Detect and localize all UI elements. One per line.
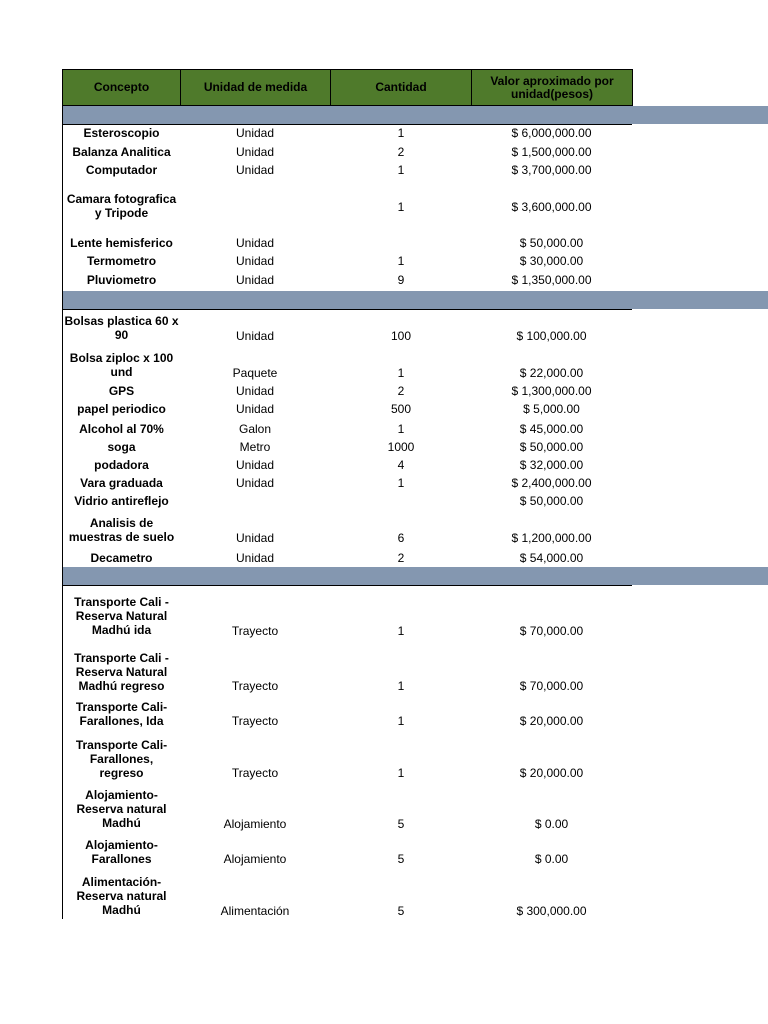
cell-concepto[interactable]: Transporte Cali - Reserva Natural Madhú ida [74, 595, 169, 637]
cell-concepto[interactable]: Alojamiento- Reserva natural Madhú [76, 788, 167, 830]
cell-unidad[interactable]: Trayecto [231, 679, 279, 693]
cell-cantidad[interactable]: 100 [390, 329, 412, 343]
section-band-2 [63, 291, 768, 309]
header-unidad[interactable]: Unidad de medida [180, 69, 331, 106]
cell-valor[interactable]: $ 300,000.00 [516, 904, 587, 918]
cell-concepto[interactable]: Vara graduada [80, 476, 163, 490]
cell-concepto[interactable]: Alojamiento- Farallones [85, 838, 158, 866]
cell-valor[interactable]: $ 3,700,000.00 [511, 163, 592, 177]
cell-unidad[interactable]: Trayecto [231, 766, 279, 780]
cell-cantidad[interactable]: 5 [397, 817, 405, 831]
section-band-line-2 [63, 309, 632, 310]
cell-unidad[interactable]: Paquete [232, 366, 278, 380]
cell-concepto[interactable]: Alimentación- Reserva natural Madhú [76, 875, 167, 917]
cell-cantidad[interactable]: 6 [397, 531, 405, 545]
cell-unidad[interactable]: Unidad [235, 236, 275, 250]
cell-concepto[interactable]: Balanza Analitica [72, 145, 171, 159]
cell-valor[interactable]: $ 6,000,000.00 [511, 126, 592, 140]
cell-unidad[interactable]: Unidad [235, 458, 275, 472]
cell-unidad[interactable]: Alojamiento [223, 852, 287, 866]
cell-unidad[interactable]: Trayecto [231, 624, 279, 638]
cell-cantidad[interactable]: 2 [397, 384, 405, 398]
cell-valor[interactable]: $ 100,000.00 [516, 329, 587, 343]
cell-concepto[interactable]: Transporte Cali - Reserva Natural Madhú regreso [74, 651, 169, 693]
cell-valor[interactable]: $ 20,000.00 [519, 714, 584, 728]
cell-cantidad[interactable]: 500 [390, 402, 412, 416]
cell-concepto[interactable]: Analisis de muestras de suelo [68, 516, 175, 544]
cell-concepto[interactable]: Decametro [90, 551, 153, 565]
cell-cantidad[interactable]: 1 [397, 200, 405, 214]
cell-concepto[interactable]: Bolsas plastica 60 x 90 [64, 314, 179, 342]
cell-unidad[interactable]: Unidad [235, 145, 275, 159]
cell-cantidad[interactable]: 1 [397, 476, 405, 490]
cell-concepto[interactable]: Lente hemisferico [70, 236, 173, 250]
cell-concepto[interactable]: Alcohol al 70% [79, 422, 164, 436]
cell-concepto[interactable]: soga [107, 440, 136, 454]
cell-valor[interactable]: $ 50,000.00 [519, 440, 584, 454]
cell-valor[interactable]: $ 45,000.00 [519, 422, 584, 436]
cell-unidad[interactable]: Unidad [235, 402, 275, 416]
cell-unidad[interactable]: Unidad [235, 273, 275, 287]
header-concepto[interactable]: Concepto [62, 69, 181, 106]
header-valor[interactable]: Valor aproximado por unidad(pesos) [471, 69, 633, 106]
cell-unidad[interactable]: Unidad [235, 384, 275, 398]
section-band-1 [63, 106, 768, 124]
cell-unidad[interactable]: Unidad [235, 163, 275, 177]
cell-valor[interactable]: $ 20,000.00 [519, 766, 584, 780]
cell-unidad[interactable]: Unidad [235, 551, 275, 565]
cell-concepto[interactable]: Esteroscopio [83, 126, 160, 140]
cell-concepto[interactable]: podadora [94, 458, 149, 472]
cell-valor[interactable]: $ 5,000.00 [523, 402, 580, 416]
cell-concepto[interactable]: Bolsa ziploc x 100 und [69, 351, 174, 379]
cell-valor[interactable]: $ 32,000.00 [519, 458, 584, 472]
cell-unidad[interactable]: Unidad [235, 531, 275, 545]
header-cantidad[interactable]: Cantidad [330, 69, 472, 106]
cell-cantidad[interactable]: 1 [397, 624, 405, 638]
cell-concepto[interactable]: Computador [85, 163, 158, 177]
cell-concepto[interactable]: GPS [108, 384, 135, 398]
cell-valor[interactable]: $ 54,000.00 [519, 551, 584, 565]
cell-valor[interactable]: $ 50,000.00 [519, 494, 584, 508]
cell-cantidad[interactable]: 1 [397, 366, 405, 380]
cell-cantidad[interactable]: 2 [397, 145, 405, 159]
cell-cantidad[interactable]: 1 [397, 254, 405, 268]
cell-cantidad[interactable]: 1 [397, 126, 405, 140]
cell-valor[interactable]: $ 70,000.00 [519, 624, 584, 638]
cell-concepto[interactable]: Transporte Cali- Farallones, Ida [75, 700, 168, 728]
cell-cantidad[interactable]: 1 [397, 679, 405, 693]
cell-unidad[interactable]: Unidad [235, 329, 275, 343]
cell-cantidad[interactable]: 9 [397, 273, 405, 287]
cell-valor[interactable]: $ 70,000.00 [519, 679, 584, 693]
cell-cantidad[interactable]: 1 [397, 766, 405, 780]
cell-concepto[interactable]: Vidrio antireflejo [74, 494, 169, 508]
cell-valor[interactable]: $ 1,200,000.00 [511, 531, 592, 545]
section-band-line-1 [63, 124, 632, 125]
cell-unidad[interactable]: Unidad [235, 476, 275, 490]
cell-cantidad[interactable]: 1 [397, 163, 405, 177]
cell-unidad[interactable]: Metro [239, 440, 271, 454]
cell-concepto[interactable]: Termometro [86, 254, 157, 268]
cell-concepto[interactable]: Transporte Cali- Farallones, regreso [75, 738, 168, 780]
cell-unidad[interactable]: Unidad [235, 254, 275, 268]
cell-valor[interactable]: $ 0.00 [534, 817, 569, 831]
cell-cantidad[interactable]: 4 [397, 458, 405, 472]
cell-valor[interactable]: $ 30,000.00 [519, 254, 584, 268]
cell-unidad[interactable]: Galon [238, 422, 272, 436]
cell-valor[interactable]: $ 0.00 [534, 852, 569, 866]
cell-cantidad[interactable]: 5 [397, 852, 405, 866]
cell-valor[interactable]: $ 50,000.00 [519, 236, 584, 250]
cell-valor[interactable]: $ 1,300,000.00 [511, 384, 592, 398]
cell-valor[interactable]: $ 22,000.00 [519, 366, 584, 380]
cell-unidad[interactable]: Alimentación [220, 904, 290, 918]
section-band-3 [63, 567, 768, 585]
cell-concepto[interactable]: Pluviometro [86, 273, 157, 287]
cell-valor[interactable]: $ 3,600,000.00 [511, 200, 592, 214]
cell-cantidad[interactable]: 1 [397, 422, 405, 436]
cell-cantidad[interactable]: 2 [397, 551, 405, 565]
cell-cantidad[interactable]: 1 [397, 714, 405, 728]
cell-cantidad[interactable]: 5 [397, 904, 405, 918]
cell-concepto[interactable]: Camara fotografica y Tripode [66, 192, 177, 220]
cell-valor[interactable]: $ 1,500,000.00 [511, 145, 592, 159]
cell-valor[interactable]: $ 2,400,000.00 [511, 476, 592, 490]
cell-concepto[interactable]: papel periodico [77, 402, 166, 416]
cell-unidad[interactable]: Trayecto [231, 714, 279, 728]
cell-unidad[interactable]: Unidad [235, 126, 275, 140]
cell-unidad[interactable]: Alojamiento [223, 817, 287, 831]
cell-cantidad[interactable]: 1000 [387, 440, 415, 454]
section-band-line-3 [63, 585, 632, 586]
cell-valor[interactable]: $ 1,350,000.00 [511, 273, 592, 287]
